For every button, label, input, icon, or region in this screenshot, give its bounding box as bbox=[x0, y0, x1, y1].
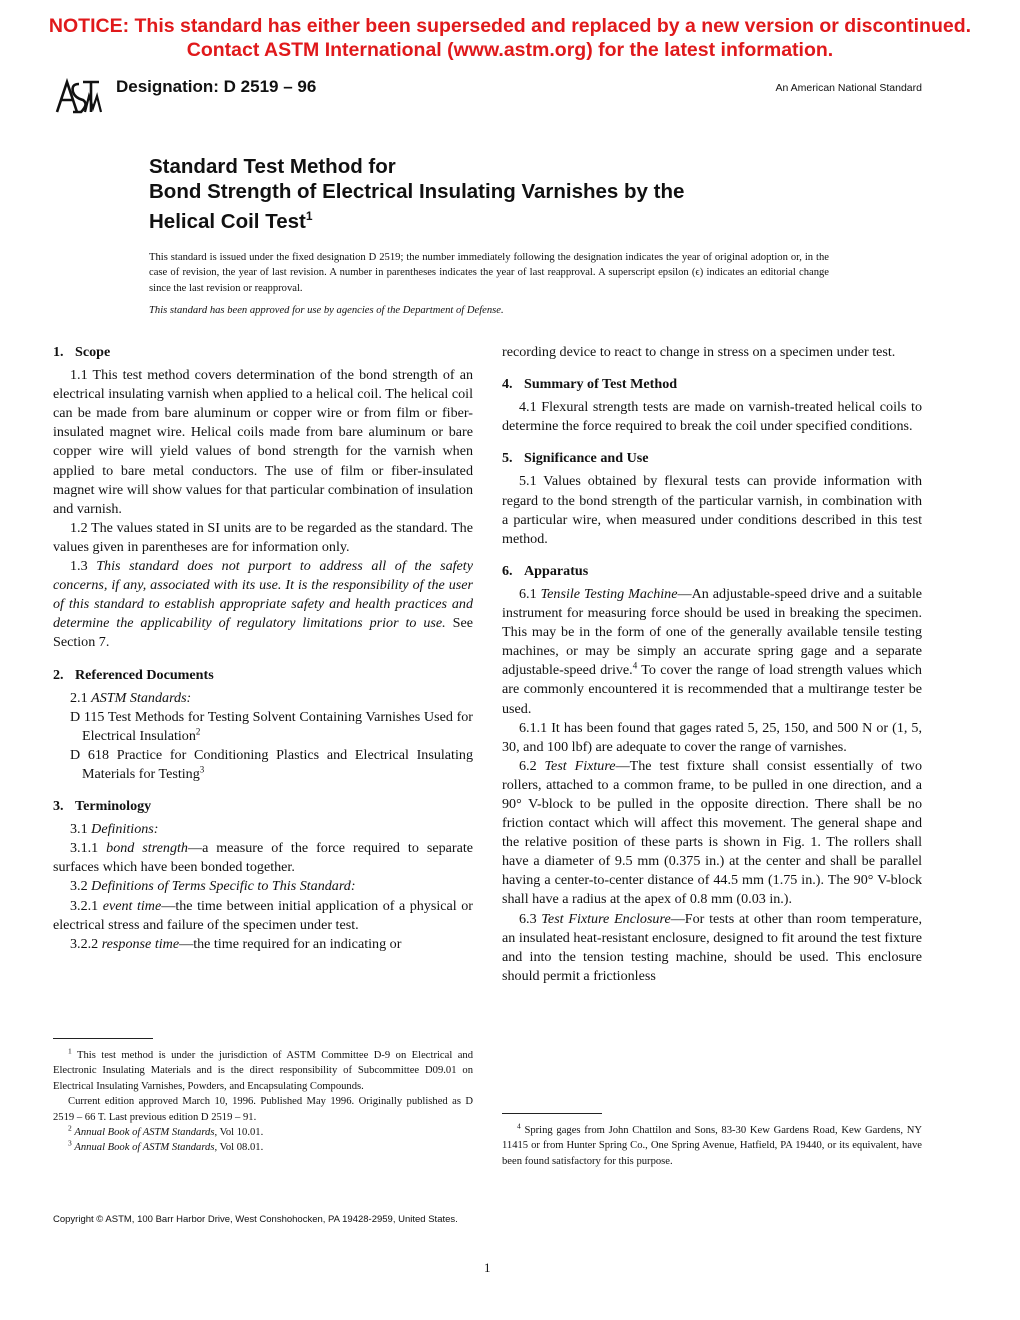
footnote-3: $^3$ Annual Book of ASTM Standards, Vol 08.01. bbox=[68, 1138, 264, 1154]
designation: Designation: D 2519 – 96 bbox=[116, 77, 317, 96]
footnote-divider-right bbox=[502, 1113, 602, 1114]
section-heading-significance: 5. Significance and Use bbox=[502, 450, 649, 467]
paragraph-3-1: 3.1 Definitions: bbox=[70, 821, 159, 838]
paragraph-3-2-1: 3.2.1 event time—the time between initial application of a physical or electrical stress and failure of the specimen under test. bbox=[53, 897, 473, 933]
notice-line-2: Contact ASTM International (www.astm.org) for the latest information. bbox=[186, 39, 834, 61]
footnotes-left bbox=[53, 1048, 473, 1156]
section-heading-terminology: 3. Terminology bbox=[53, 798, 152, 815]
footnote-divider-left bbox=[53, 1038, 153, 1039]
left-column bbox=[53, 343, 473, 954]
section-heading-referenced-documents: 2. Referenced Documents bbox=[53, 666, 214, 683]
paragraph-1-3: 1.3 This standard does not purport to address all of the safety concerns, if any, associated with its use. It is the responsibility of the user of this standard to establish appropriate safety and health practices and determine the applicability of regulatory limitations prior to use. See Section 7. bbox=[53, 558, 473, 651]
paragraph-6-3: 6.3 Test Fixture Enclosure—For tests at other than room temperature, an insulated heat-resistant enclosure, designed to fit around the test fixture and into the tension testing machine, should be used. This enclosure should permit a frictionless bbox=[502, 910, 922, 984]
dod-approval-note: This standard has been approved for use by agencies of the Department of Defense. bbox=[149, 305, 504, 316]
paragraph-4-1: 4.1 Flexural strength tests are made on varnish-treated helical coils to determine the force required to break the coil under specified conditions. bbox=[502, 399, 922, 435]
title-line-2: Bond Strength of Electrical Insulating Varnishes by the bbox=[149, 180, 685, 203]
footnote-1: $^1$ This test method is under the jurisdiction of ASTM Committee D-9 on Electrical and Electronic Insulating Materials and is the direct responsibility of Subcommittee D09.01 on Electrical Insulating Varnishes, Powders, and Encapsulating Compounds. bbox=[53, 1046, 473, 1092]
section-heading-scope: 1. Scope bbox=[53, 344, 111, 360]
paragraph-6-1-1: 6.1.1 It has been found that gages rated 5, 25, 150, and 500 N or (1, 5, 30, and 100 lbf) are adequate to cover the range of varnishes. bbox=[502, 719, 922, 755]
title-text: Helical Coil Test bbox=[149, 209, 306, 233]
title-line-1: Standard Test Method for bbox=[149, 155, 396, 178]
paragraph-6-2: 6.2 Test Fixture—The test fixture shall consist essentially of two rollers, attached to a common frame, to be pulled in one direction, and a 90° V-block to be pulled in the opposite direction. There shall be no friction contact which will affect this movement. The general shape and the relative position of these parts is shown in Fig. 1. The rollers shall have a diameter of 9.5 mm (0.375 in.) at the center and shall be parallel having a center-to-center distance of 44.5 mm (1.75 in.). The 90° V-block shall have a radius at the apex of 0.8 mm (0.03 in.). bbox=[502, 757, 923, 908]
paragraph-1-2: 1.2 The values stated in SI units are to be regarded as the standard. The values given in parentheses are for information only. bbox=[53, 519, 473, 555]
paragraph-3-2-2: 3.2.2 response time—the time required for an indicating or bbox=[70, 935, 402, 952]
supersession-notice bbox=[0, 14, 1020, 62]
section-heading-summary: 4. Summary of Test Method bbox=[502, 376, 678, 393]
paragraph-5-1: 5.1 Values obtained by flexural tests can provide information with regard to the bond strength of the particular varnish, in combination with a particular wire, when measured under conditions described in this test method. bbox=[502, 473, 922, 547]
reference-d618: D 618 Practice for Conditioning Plastics and Electrical Insulating Materials for Testing$^3$ bbox=[70, 746, 473, 782]
astm-logo bbox=[53, 78, 103, 116]
reference-d115: D 115 Test Methods for Testing Solvent Containing Varnishes Used for Electrical Insulation$^2$ bbox=[70, 708, 473, 744]
notice-line-1: NOTICE: This standard has either been superseded and replaced by a new version or discontinued. bbox=[48, 15, 972, 37]
paragraph-3-1-1: 3.1.1 bond strength—a measure of the force required to separate surfaces which have been bonded together. bbox=[53, 840, 473, 876]
document-title bbox=[149, 154, 684, 234]
paragraph-1-1: 1.1 This test method covers determination of the bond strength of an electrical insulating varnish when applied to a helical coil. The helical coil can be made from bare aluminum or copper wire or from film or fiber-insulated magnet wire. Helical coils made from bare aluminum or bare copper wire will yield values of bond strength for the varnish when applied to bare metal conductors. The use of film or fiber-insulated magnet wire will show values for that particular combination of insulation and varnish. bbox=[53, 367, 473, 517]
footnote-1b: Current edition approved March 10, 1996. Published May 1996. Originally published as D 2519 – 66 T. Last previous edition D 2519 – 91. bbox=[53, 1096, 473, 1123]
section-heading-apparatus: 6. Apparatus bbox=[502, 562, 589, 579]
title-line-3 bbox=[149, 204, 684, 234]
paragraph-2-1: 2.1 ASTM Standards: bbox=[70, 689, 192, 706]
page-number: 1 bbox=[484, 1260, 491, 1275]
right-column bbox=[502, 343, 922, 986]
footnote-2: $^2$ Annual Book of ASTM Standards, Vol 10.01. bbox=[68, 1123, 264, 1139]
footnote-4: $^4$ Spring gages from John Chattilon and Sons, 83-30 Kew Gardens Road, Kew Gardens, NY 11415 or from Hunter Spring Co., One Spring Avenue, Hatfield, PA 19440, or its equivalent, have been found satisfactory for this purpose. bbox=[502, 1121, 922, 1167]
paragraph-6-1: 6.1 Tensile Testing Machine—An adjustable-speed drive and a suitable instrument for measuring force should be used in breaking the specimen. This may be in the form of one of the generally available tensile testing machines, or may be simply an accurate spring gage and a separate adjustable-speed drive.$^4$ To cover the range of load strength values which are commonly encountered it is recommended that a multirange tester be used. bbox=[502, 585, 923, 717]
paragraph-continuation: recording device to react to change in stress on a specimen under test. bbox=[502, 344, 896, 360]
copyright-line: Copyright © ASTM, 100 Barr Harbor Drive, West Conshohocken, PA 19428-2959, United States. bbox=[53, 1214, 458, 1225]
footnotes-right bbox=[502, 1123, 922, 1169]
logo-lettering: ASTM bbox=[53, 78, 56, 79]
issuance-note: This standard is issued under the fixed designation D 2519; the number immediately following the designation indicates the year of original adoption or, in the case of revision, the year of last revision. A number in parentheses indicates the year of last reapproval. A superscript epsilon (ϵ) indicates an editorial change since the last revision or reapproval. bbox=[149, 252, 829, 294]
title-footnote-mark: 1 bbox=[305, 209, 313, 223]
paragraph-3-2: 3.2 Definitions of Terms Specific to This Standard: bbox=[70, 878, 356, 895]
national-standard-label: An American National Standard bbox=[775, 82, 922, 94]
